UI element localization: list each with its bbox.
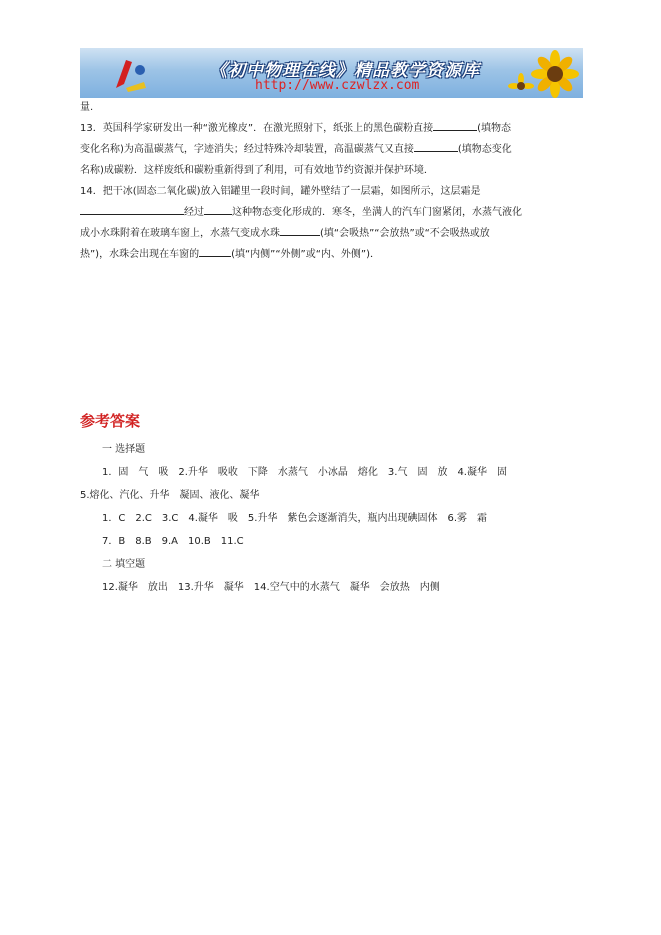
- answer-blank[interactable]: [433, 119, 477, 131]
- physics-logo-icon: [110, 54, 150, 94]
- answer-line-4: 7．B 8.B 9.A 10.B 11.C: [102, 536, 244, 547]
- answers-heading: 参考答案: [80, 412, 141, 430]
- sunflower-icon: [503, 48, 583, 98]
- q14-line-1: 14．把干冰(固态二氧化碳)放入铝罐里一段时间，罐外壁结了一层霜，如图所示，这层霜是: [80, 186, 481, 197]
- answer-blank[interactable]: [204, 203, 232, 215]
- question-block: [80, 97, 580, 265]
- answers-section-1: 一 选择题: [102, 444, 146, 455]
- answer-line-1: 1．固 气 吸 2.升华 吸收 下降 水蒸气 小冰晶 熔化 3.气 固 放 4.凝华 固: [102, 467, 507, 478]
- answer-blank[interactable]: [414, 140, 458, 152]
- answer-line-3: 1．C 2.C 3.C 4.凝华 吸 5.升华 紫色会逐渐消失，瓶内出现碘固体 6.雾 霜: [102, 513, 488, 524]
- answers-section-2: 二 填空题: [102, 559, 146, 570]
- answer-line-2: 5.熔化、汽化、升华 凝固、液化、凝华: [80, 490, 260, 501]
- q13-line-3: 名称)成碳粉．这样废纸和碳粉重新得到了利用，可有效地节约资源并保护环境．: [80, 165, 434, 176]
- q14-line-4: 热”)，水珠会出现在车窗的 (填“内侧”“外侧”或“内、外侧”)．: [80, 244, 580, 265]
- header-banner: [80, 48, 583, 98]
- answer-line-5: 12.凝华 放出 13.升华 凝华 14.空气中的水蒸气 凝华 会放热 内侧: [102, 582, 440, 593]
- q14-line-2: 经过 这种物态变化形成的．寒冬，坐满人的汽车门窗紧闭，水蒸气液化: [80, 202, 580, 223]
- answer-blank[interactable]: [280, 224, 320, 236]
- banner-title: 《初中物理在线》精品教学资源库: [210, 61, 480, 81]
- q13-line-1: 13．英国科学家研发出一种“激光橡皮”．在激光照射下，纸张上的黑色碳粉直接 (填物态: [80, 118, 580, 139]
- banner-url: http://www.czwlzx.com: [255, 78, 420, 93]
- q14-line-3: 成小水珠附着在玻璃车窗上，水蒸气变成水珠 (填“会吸热”“会放热”或“不会吸热或放: [80, 223, 580, 244]
- answers-block: [80, 438, 580, 599]
- answer-blank[interactable]: [199, 245, 231, 257]
- q13-line-2: 变化名称)为高温碳蒸气，字迹消失；经过特殊冷却装置，高温碳蒸气又直接 (填物态变化: [80, 139, 580, 160]
- prev-question-tail: 量.: [80, 102, 94, 113]
- answer-blank[interactable]: [80, 203, 184, 215]
